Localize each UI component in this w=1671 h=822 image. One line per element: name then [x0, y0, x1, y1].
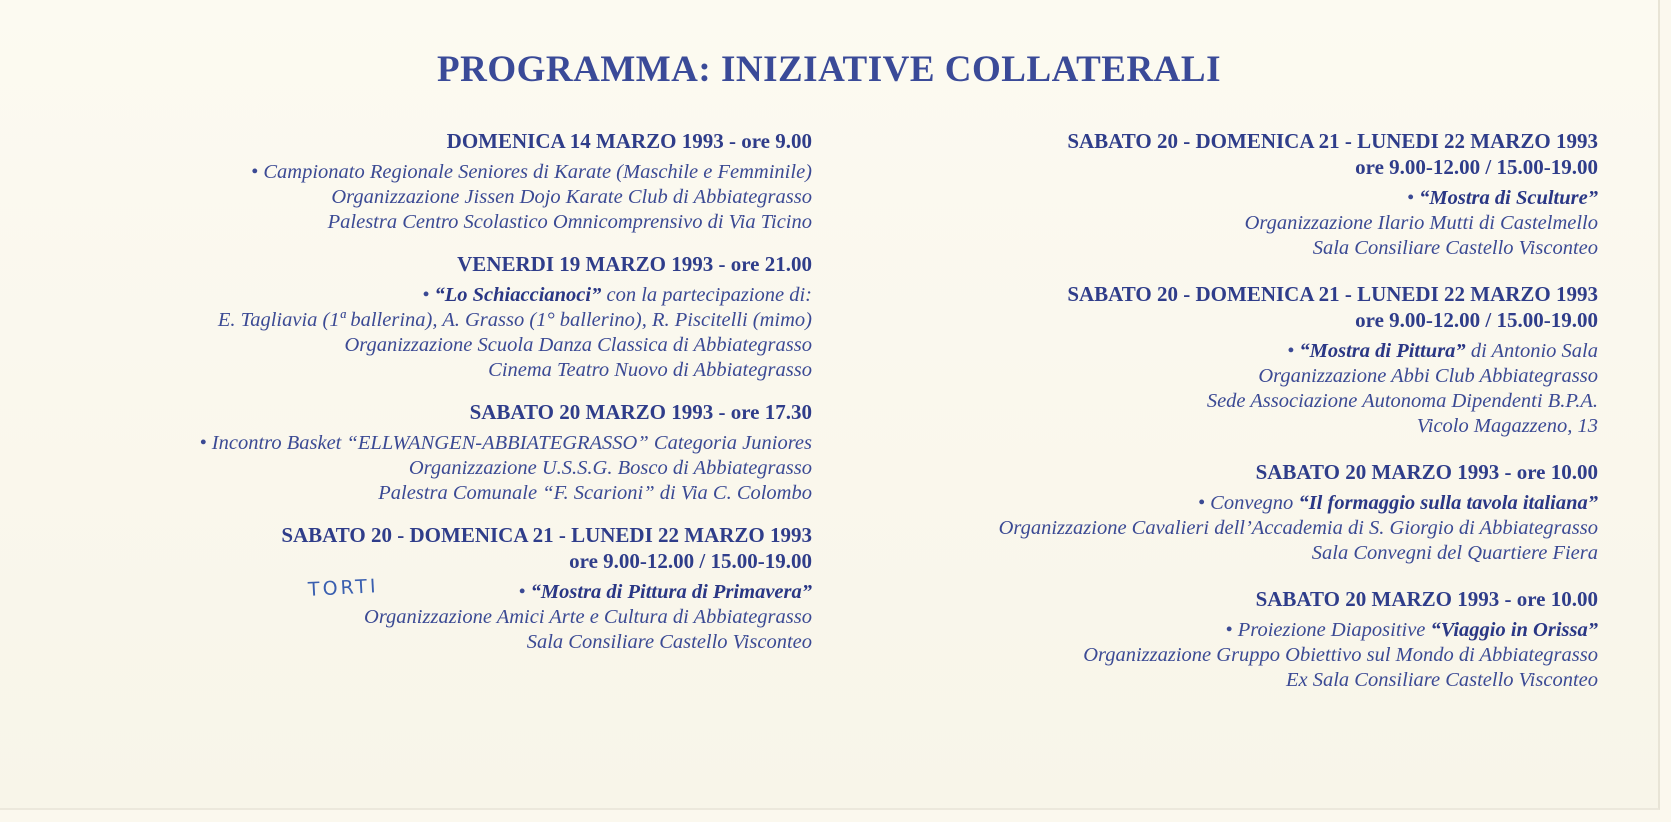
- event-diapositive: [818, 586, 1598, 693]
- event-sculture: [818, 128, 1598, 261]
- event-description: [32, 580, 812, 605]
- event-venue: Cinema Teatro Nuovo di Abbiategrasso: [488, 359, 812, 381]
- event-description: • Campionato Regionale Seniores di Karate (Maschile e Femminile): [251, 161, 812, 183]
- bullet-prefix: • Convegno: [1197, 492, 1299, 514]
- event-date: SABATO 20 - DOMENICA 21 - LUNEDI 22 MARZO 1993: [1067, 282, 1598, 306]
- event-organizer: Organizzazione Amici Arte e Cultura di Abbiategrasso: [364, 606, 812, 628]
- event-organizer: Organizzazione U.S.S.G. Bosco di Abbiategrasso: [408, 457, 812, 479]
- event-date: SABATO 20 MARZO 1993 - ore 17.30: [469, 400, 812, 424]
- event-description: [32, 283, 812, 308]
- event-title: “Il formaggio sulla tavola italiana”: [1298, 492, 1598, 514]
- bullet-prefix: •: [1287, 340, 1300, 362]
- event-title: “Lo Schiaccianoci”: [434, 284, 602, 306]
- bullet-suffix: di Antonio Sala: [1465, 340, 1598, 362]
- event-organizer: Organizzazione Jissen Dojo Karate Club di Abbiategrasso: [331, 186, 812, 208]
- bullet-suffix: con la partecipazione di:: [601, 284, 812, 306]
- event-time: ore 9.00-12.00 / 15.00-19.00: [1355, 155, 1598, 179]
- event-venue: Sala Convegni del Quartiere Fiera: [1311, 542, 1598, 564]
- event-venue: Sede Associazione Autonoma Dipendenti B.P.A.: [1206, 390, 1598, 412]
- bullet-prefix: •: [422, 284, 435, 306]
- event-address: Vicolo Magazzeno, 13: [1416, 415, 1598, 437]
- event-date: VENERDI 19 MARZO 1993 - ore 21.00: [457, 252, 812, 276]
- event-title: “Mostra di Sculture”: [1419, 187, 1598, 209]
- event-time: ore 9.00-12.00 / 15.00-19.00: [569, 549, 812, 573]
- event-convegno: [818, 459, 1598, 566]
- event-organizer: Organizzazione Scuola Danza Classica di Abbiategrasso: [344, 334, 812, 356]
- page-title: PROGRAMMA: INIZIATIVE COLLATERALI: [437, 49, 1221, 90]
- event-title: “Viaggio in Orissa”: [1430, 619, 1598, 641]
- event-time: ore 9.00-12.00 / 15.00-19.00: [1355, 308, 1598, 332]
- event-date: DOMENICA 14 MARZO 1993 - ore 9.00: [446, 129, 812, 153]
- event-venue: Ex Sala Consiliare Castello Visconteo: [1285, 669, 1598, 691]
- event-description: [818, 186, 1598, 211]
- event-organizer: Organizzazione Ilario Mutti di Castelmello: [1244, 212, 1598, 234]
- event-title: “Mostra di Pittura di Primavera”: [530, 581, 812, 603]
- event-venue: Sala Consiliare Castello Visconteo: [526, 631, 812, 653]
- event-karate: [32, 128, 812, 235]
- bullet-prefix: • Proiezione Diapositive: [1225, 619, 1431, 641]
- event-venue: Palestra Centro Scolastico Omnicomprensivo di Via Ticino: [327, 211, 812, 233]
- event-venue: Sala Consiliare Castello Visconteo: [1312, 237, 1598, 259]
- event-pittura-sala: [818, 281, 1598, 439]
- event-title: “Mostra di Pittura”: [1299, 340, 1466, 362]
- bullet-prefix: •: [518, 581, 531, 603]
- event-date: SABATO 20 MARZO 1993 - ore 10.00: [1255, 587, 1598, 611]
- event-cast: E. Tagliavia (1ª ballerina), A. Grasso (1° ballerino), R. Piscitelli (mimo): [217, 309, 812, 331]
- left-column: [32, 128, 812, 671]
- right-column: [818, 128, 1598, 709]
- event-organizer: Organizzazione Cavalieri dell’Accademia di S. Giorgio di Abbiategrasso: [998, 517, 1598, 539]
- handwritten-note: TORTI: [307, 575, 380, 601]
- event-description: [818, 618, 1598, 643]
- event-date: SABATO 20 - DOMENICA 21 - LUNEDI 22 MARZO 1993: [281, 523, 812, 547]
- event-description: [818, 491, 1598, 516]
- event-schiaccianoci: [32, 251, 812, 383]
- event-date: SABATO 20 MARZO 1993 - ore 10.00: [1255, 460, 1598, 484]
- bullet-prefix: •: [1406, 187, 1420, 209]
- event-basket: [32, 399, 812, 506]
- event-organizer: Organizzazione Abbi Club Abbiategrasso: [1258, 365, 1598, 387]
- event-description: [818, 339, 1598, 364]
- event-mostra-primavera: [32, 522, 812, 655]
- event-date: SABATO 20 - DOMENICA 21 - LUNEDI 22 MARZO 1993: [1067, 129, 1598, 153]
- event-organizer: Organizzazione Gruppo Obiettivo sul Mondo di Abbiategrasso: [1083, 644, 1598, 666]
- event-description: • Incontro Basket “ELLWANGEN-ABBIATEGRASSO” Categoria Juniores: [199, 432, 812, 454]
- event-venue: Palestra Comunale “F. Scarioni” di Via C. Colombo: [378, 482, 812, 504]
